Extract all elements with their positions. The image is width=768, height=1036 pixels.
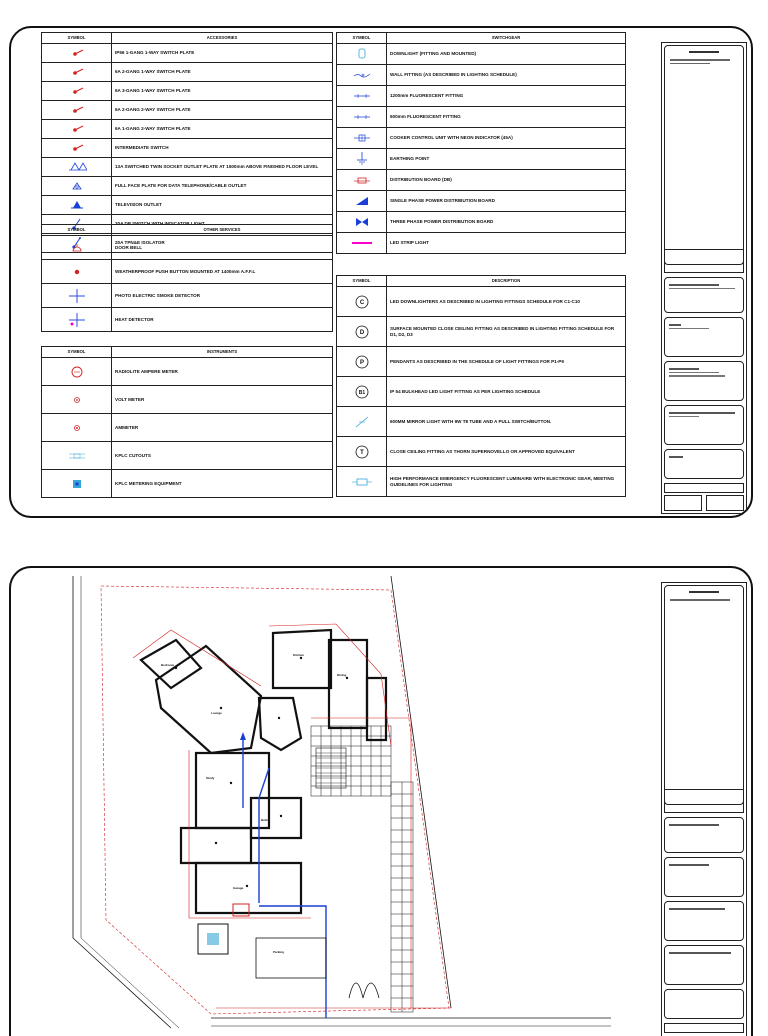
legend-description: THREE PHASE POWER DISTRIBUTION BOARD	[387, 212, 626, 233]
legend-row	[42, 82, 333, 101]
cooker-control-icon	[337, 128, 387, 149]
three-phase-db-icon	[337, 212, 387, 233]
accessories-legend-table	[41, 32, 333, 253]
room-label-bedroom: Bedroom	[161, 663, 175, 667]
legend-row	[337, 44, 626, 65]
title-block-notes	[664, 585, 744, 805]
col-desc-header: OTHER SERVICES	[112, 225, 333, 236]
legend-row	[42, 470, 333, 498]
title-block	[661, 42, 747, 514]
ammeter-icon	[42, 358, 112, 386]
legend-row	[42, 284, 333, 308]
revision-table	[664, 249, 744, 273]
legend-row	[337, 212, 626, 233]
legend-row	[42, 196, 333, 215]
legend-row	[337, 170, 626, 191]
switchgear-legend-table	[336, 32, 626, 254]
title-block-client	[664, 277, 744, 313]
legend-description: 13A SWITCHED TWIN SOCKET OUTLET PLATE AT 1500mm ABOVE FINISHED FLOOR LEVEL	[112, 158, 333, 177]
fitting-c-icon	[337, 287, 387, 317]
legend-description: EARTHING POINT	[387, 149, 626, 170]
title-block-drawing-title	[664, 989, 744, 1019]
legend-description: WALL FITTING (AS DESCRIBED IN LIGHTING SCHEDULE)	[387, 65, 626, 86]
legend-row	[42, 139, 333, 158]
title-block-project	[664, 317, 744, 357]
switch-icon	[42, 120, 112, 139]
legend-row	[337, 287, 626, 317]
legend-row	[42, 442, 333, 470]
fluorescent-icon	[337, 86, 387, 107]
legend-row	[42, 308, 333, 332]
door-bell-icon	[42, 236, 112, 260]
svg-text:C: C	[359, 299, 364, 306]
legend-description: 6A 2-GANG 1-WAY SWITCH PLATE	[112, 63, 333, 82]
plot-boundary-line	[73, 576, 171, 1028]
legend-row	[337, 407, 626, 437]
legend-row	[337, 317, 626, 347]
legend-row	[42, 158, 333, 177]
legend-description: COOKER CONTROL UNIT WITH NEON INDICATOR (45A)	[387, 128, 626, 149]
legend-row	[42, 260, 333, 284]
col-symbol-header: SYMBOL	[42, 33, 112, 44]
plot-boundary-line	[81, 576, 179, 1028]
legend-description: FULL FACE PLATE FOR DATA TELEPHONE/CABLE OUTLET	[112, 177, 333, 196]
legend-row	[42, 120, 333, 139]
legend-row	[337, 347, 626, 377]
title-block-architect	[664, 361, 744, 401]
switch-icon	[42, 101, 112, 120]
col-desc-header: DESCRIPTION	[387, 276, 626, 287]
room-label-kitchen: Kitchen	[293, 653, 305, 657]
heat-detector-icon	[42, 308, 112, 332]
legend-description: 20A DP SWITCH WITH INDICATOR LIGHT	[112, 215, 333, 234]
room-label-parking: Parking	[273, 950, 285, 954]
legend-description: WEATHERPROOF PUSH BUTTON MOUNTED AT 1400mm A.F.F.L	[112, 260, 333, 284]
svg-text:T: T	[359, 449, 364, 456]
telephone-outlet-icon	[42, 177, 112, 196]
col-symbol-header: SYMBOL	[42, 225, 112, 236]
single-phase-db-icon	[337, 191, 387, 212]
legend-description: PENDANTS AS DESCRIBED IN THE SCHEDULE OF LIGHT FITTINGS FOR P1-P9	[387, 347, 626, 377]
svg-text:P: P	[359, 359, 364, 366]
wall-fitting-icon	[337, 65, 387, 86]
revision-table	[664, 789, 744, 813]
room-label-bath: Bath	[261, 818, 268, 822]
legend-description: DOWNLIGHT (FITTING AND MOUNTED)	[387, 44, 626, 65]
legend-description: RADIOLITE AMPERE METER	[112, 358, 333, 386]
svg-text:D: D	[359, 329, 364, 336]
title-block-drawing-title	[664, 449, 744, 479]
kplc-cutouts-icon	[42, 442, 112, 470]
floor-plan-sheet	[9, 566, 753, 1036]
legend-sheet	[9, 26, 753, 518]
legend-row	[42, 386, 333, 414]
legend-description: 600mm FLUORESCENT FITTING	[387, 107, 626, 128]
legend-description: PHOTO ELECTRIC SMOKE DETECTOR	[112, 284, 333, 308]
legend-description: 20A TPN&E ISOLATOR	[112, 234, 333, 253]
push-button-icon	[42, 260, 112, 284]
title-block-project	[664, 857, 744, 897]
legend-row	[42, 358, 333, 386]
legend-row	[337, 107, 626, 128]
legend-row	[337, 467, 626, 497]
instruments-legend-table	[41, 346, 333, 498]
legend-description: SURFACE MOUNTED CLOSE CEILING FITTING AS DESCRIBED IN LIGHTING FITTING SCHEDULE FOR D1, D2, D3	[387, 317, 626, 347]
emergency-fitting-icon	[337, 467, 387, 497]
legend-description: HIGH PERFORMANCE EMERGENCY FLUORESCENT LUMINAIRE WITH ELECTRONIC GEAR, MEETING GUIDELINES FOR LIGHTING	[387, 467, 626, 497]
legend-row	[337, 437, 626, 467]
title-block-engineer	[664, 945, 744, 985]
legend-description: KPLC METERING EQUIPMENT	[112, 470, 333, 498]
television-outlet-icon	[42, 196, 112, 215]
floor-plan-drawing	[11, 568, 753, 1036]
title-block-scale	[664, 1023, 744, 1033]
title-block-architect	[664, 901, 744, 941]
switch-icon	[42, 139, 112, 158]
legend-description: 600MM MIRROR LIGHT WITH 9W T8 TUBE AND A PULL SWITCH/BUTTON.	[387, 407, 626, 437]
title-block-client	[664, 817, 744, 853]
col-symbol-header: SYMBOL	[42, 347, 112, 358]
legend-description: KPLC CUTOUTS	[112, 442, 333, 470]
other-services-legend-table	[41, 224, 333, 332]
legend-row	[337, 191, 626, 212]
voltmeter-icon	[42, 386, 112, 414]
distribution-board-icon	[337, 170, 387, 191]
distribution-board-icon	[233, 904, 249, 916]
legend-description: 6A 2-GANG 2-WAY SWITCH PLATE	[112, 101, 333, 120]
title-block	[661, 582, 747, 1036]
svg-text:B1: B1	[358, 389, 365, 396]
col-desc-header: INSTRUMENTS	[112, 347, 333, 358]
kplc-metering-icon	[207, 933, 219, 945]
luminaire-legend-table	[336, 275, 626, 497]
title-block-scale	[664, 483, 744, 493]
fitting-t-icon	[337, 437, 387, 467]
room-label-garage: Garage	[233, 886, 244, 890]
legend-description: SINGLE PHASE POWER DISTRIBUTION BOARD	[387, 191, 626, 212]
legend-description: IP56 1-GANG 1-WAY SWITCH PLATE	[112, 44, 333, 63]
legend-row	[337, 86, 626, 107]
road-edge-line	[391, 576, 451, 1008]
col-desc-header: ACCESSORIES	[112, 33, 333, 44]
legend-row	[337, 377, 626, 407]
legend-row	[337, 149, 626, 170]
legend-description: HEAT DETECTOR	[112, 308, 333, 332]
legend-row	[42, 177, 333, 196]
gate-icon	[349, 983, 379, 998]
legend-description: LED DOWNLIGHTERS AS DESCRIBED IN LIGHTING FITTINGS SCHEDULE FOR C1-C10	[387, 287, 626, 317]
downlight-icon	[337, 44, 387, 65]
title-block-date	[664, 495, 702, 511]
fitting-d-icon	[337, 317, 387, 347]
main-circuit-route	[243, 738, 326, 1018]
legend-description: CLOSE CEILING FITTING AS THORN SUPERNOVELLO OR APPROVED EQUIVALENT	[387, 437, 626, 467]
building-walls	[141, 630, 386, 913]
title-block-notes	[664, 45, 744, 265]
legend-row	[42, 236, 333, 260]
legend-description: INTERMEDIATE SWITCH	[112, 139, 333, 158]
legend-description: 6A 3-GANG 1-WAY SWITCH PLATE	[112, 82, 333, 101]
legend-description: TELEVISION OUTLET	[112, 196, 333, 215]
fluorescent-icon	[337, 107, 387, 128]
col-desc-header: SWITCHGEAR	[387, 33, 626, 44]
legend-description: VOLT METER	[112, 386, 333, 414]
legend-description: AMMETER	[112, 414, 333, 442]
legend-row	[42, 101, 333, 120]
parking-slab	[256, 938, 326, 978]
legend-description: 1200mm FLUORESCENT FITTING	[387, 86, 626, 107]
legend-row	[42, 414, 333, 442]
legend-row	[42, 44, 333, 63]
room-label-lounge: Lounge	[211, 711, 222, 715]
ammeter-a-icon	[42, 414, 112, 442]
legend-row	[337, 233, 626, 254]
arrow-icon	[240, 732, 246, 740]
lighting-points	[175, 657, 348, 887]
room-label-study: Study	[206, 776, 215, 780]
smoke-detector-icon	[42, 284, 112, 308]
legend-description: DISTRIBUTION BOARD (DB)	[387, 170, 626, 191]
title-block-engineer	[664, 405, 744, 445]
legend-row	[337, 65, 626, 86]
legend-description: LED STRIP LIGHT	[387, 233, 626, 254]
title-block-drawing-number	[706, 495, 744, 511]
legend-row	[337, 128, 626, 149]
col-symbol-header: SYMBOL	[337, 276, 387, 287]
mirror-light-icon	[337, 407, 387, 437]
fitting-b1-icon	[337, 377, 387, 407]
switch-icon	[42, 63, 112, 82]
kplc-metering-icon	[42, 470, 112, 498]
switch-icon	[42, 44, 112, 63]
legend-description: 6A 1-GANG 2-WAY SWITCH PLATE	[112, 120, 333, 139]
legend-description: IP 54 BULKHEAD LED LIGHT FITTING AS PER LIGHTING SCHEDULE	[387, 377, 626, 407]
fitting-p-icon	[337, 347, 387, 377]
led-strip-icon	[337, 233, 387, 254]
switch-icon	[42, 82, 112, 101]
socket-outlet-icon	[42, 158, 112, 177]
col-symbol-header: SYMBOL	[337, 33, 387, 44]
legend-description: DOOR BELL	[112, 236, 333, 260]
room-label-dining: Dining	[337, 673, 347, 677]
earthing-icon	[337, 149, 387, 170]
legend-row	[42, 63, 333, 82]
